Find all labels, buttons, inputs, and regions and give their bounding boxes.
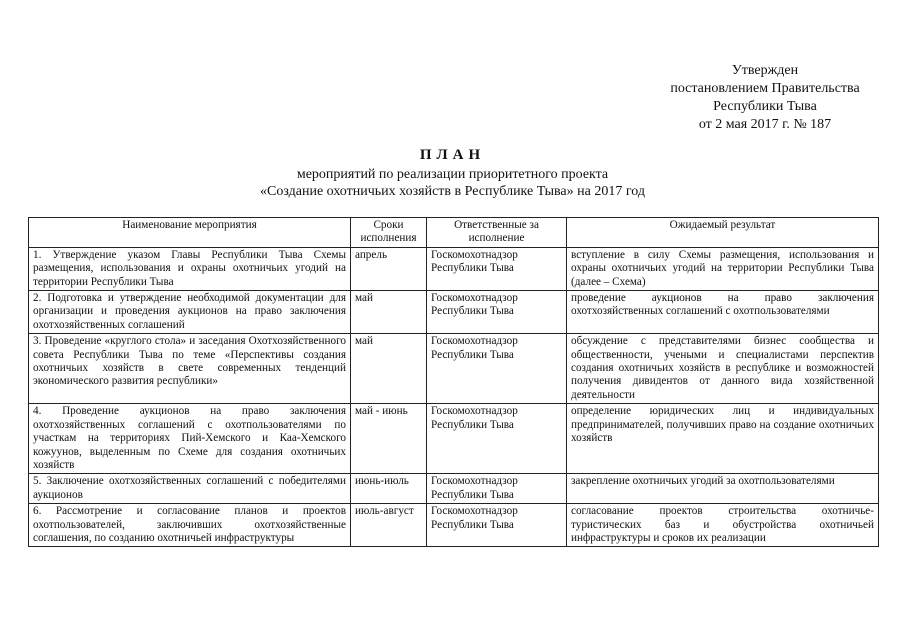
approval-line-4: от 2 мая 2017 г. № 187 [698,117,832,132]
approval-stamp [640,62,890,134]
approval-line-1: Утвержден [731,63,799,78]
approval-line-3: Республики Тыва [713,99,817,114]
plan-table [28,217,879,547]
cell-result: вступление в силу Схемы размещения, использования и охраны охотничьих угодий на территории Республики Тыва (далее – Схема) [567,247,879,290]
cell-terms: июнь-июль [351,474,427,504]
cell-responsible: Госкомохотнадзор Республики Тыва [427,291,567,334]
cell-name: 4. Проведение аукционов на право заключения охотхозяйственных соглашений с охотпользователями по участкам на территориях Пий-Хемского и Каа-Хемского кожуунов, выделенным по Схеме для создания охотничьих хозяйств [29,404,351,474]
cell-result: согласование проектов строительства охотничье-туристических баз и обустройства охотничьей инфраструктуры и сроков их реализации [567,504,879,547]
document-subtitle [0,166,905,200]
cell-name: 1. Утверждение указом Главы Республики Тыва Схемы размещения, использования и охраны охотничьих угодий на территории Республики Тыва [29,247,351,290]
table-row [29,504,879,547]
subtitle-line-2: «Создание охотничьих хозяйств в Республике Тыва» на 2017 год [260,184,645,199]
header-result: Ожидаемый результат [567,218,879,248]
cell-responsible: Госкомохотнадзор Республики Тыва [427,474,567,504]
cell-terms: май [351,334,427,404]
cell-name: 2. Подготовка и утверждение необходимой документации для организации и проведения аукционов на право заключения охотхозяйственных соглашений [29,291,351,334]
table-row [29,404,879,474]
cell-terms: май - июнь [351,404,427,474]
document-title: ПЛАН [419,147,486,163]
approval-line-2: постановлением Правительства [670,81,860,96]
cell-result: определение юридических лиц и индивидуальных предпринимателей, получивших право на создание охотничьих хозяйств [567,404,879,474]
cell-name: 6. Рассмотрение и согласование планов и проектов охотпользователей, заключивших охотхозяйственные соглашения, по созданию охотничьей инфраструктуры [29,504,351,547]
table-row [29,247,879,290]
cell-terms: май [351,291,427,334]
header-name: Наименование мероприятия [29,218,351,248]
cell-responsible: Госкомохотнадзор Республики Тыва [427,404,567,474]
header-responsible: Ответственные за исполнение [427,218,567,248]
cell-name: 5. Заключение охотхозяйственных соглашений с победителями аукционов [29,474,351,504]
subtitle-line-1: мероприятий по реализации приоритетного проекта [296,167,609,182]
cell-terms: июль-август [351,504,427,547]
table-row [29,334,879,404]
cell-responsible: Госкомохотнадзор Республики Тыва [427,504,567,547]
cell-result: проведение аукционов на право заключения охотхозяйственных соглашений с охотпользователями [567,291,879,334]
header-terms: Сроки исполнения [351,218,427,248]
cell-responsible: Госкомохотнадзор Республики Тыва [427,247,567,290]
cell-name: 3. Проведение «круглого стола» и заседания Охотхозяйственного совета Республики Тыва по теме «Перспективы создания охотничьих хозяйств в свете современных тенденций экономического развития республики» [29,334,351,404]
cell-terms: апрель [351,247,427,290]
table-header-row [29,218,879,248]
table-row [29,474,879,504]
cell-responsible: Госкомохотнадзор Республики Тыва [427,334,567,404]
table-row [29,291,879,334]
cell-result: обсуждение с представителями бизнес сообщества и общественности, учеными и специалистами перспектив создания охотничьих хозяйств в республике и возможностей получения дивидентов от данного вида хозяйственной деятельности [567,334,879,404]
cell-result: закрепление охотничьих угодий за охотпользователями [567,474,879,504]
